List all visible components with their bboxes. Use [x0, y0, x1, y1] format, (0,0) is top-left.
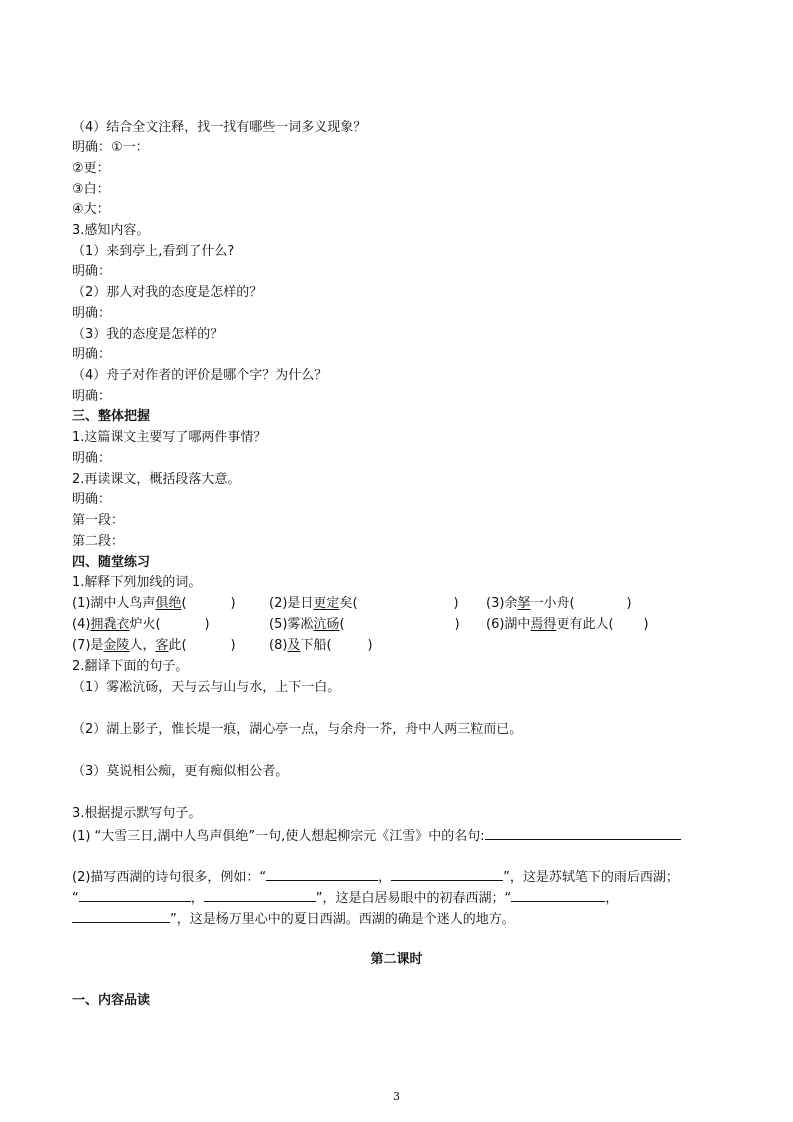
exercise-1-title: 1.解释下列加线的词。 — [72, 575, 202, 590]
vocab-item-5: (5)雾凇沆砀( ) — [269, 617, 460, 632]
heading-overall: 三、整体把握 — [72, 409, 151, 424]
question-polysemy: （4）结合全文注释，找一找有哪些一词多义现象？ — [72, 120, 367, 135]
heading-practice: 四、随堂练习 — [72, 555, 151, 570]
paragraph-1-summary: 第一段： — [72, 513, 125, 528]
question-4: （4）舟子对作者的评价是哪个字？为什么？ — [72, 368, 328, 383]
vocab-item-6: (6)湖中焉得更有此人( ) — [486, 617, 649, 632]
answer-geng: ②更： — [72, 161, 110, 176]
dictation-2-line-1: (2)描写西湖的诗句很多，例如：“ ， ”，这是苏轼笔下的雨后西湖； — [72, 866, 679, 888]
heading-content-reading: 一、内容品读 — [72, 993, 151, 1008]
vocab-item-3: (3)余拏一小舟( ) — [486, 596, 632, 611]
question-2: （2）那人对我的态度是怎样的？ — [72, 285, 263, 300]
answer-blank[interactable] — [204, 887, 316, 902]
lesson-2-title: 第二课时 — [370, 952, 423, 967]
answer-blank[interactable] — [266, 866, 378, 881]
overall-question-1: 1.这篇课文主要写了哪两件事情？ — [72, 430, 267, 445]
answer-1: 明确： — [72, 264, 112, 279]
vocab-item-8: (8)及下船( ) — [269, 638, 373, 653]
answer-blank[interactable] — [72, 908, 170, 923]
dictation-2-line-2: “ ， ”，这是白居易眼中的初春西湖；“ ， — [72, 887, 618, 909]
vocab-item-2: (2)是日更定矣( ) — [269, 596, 459, 611]
dictation-1: (1) “大雪三日,湖中人鸟声俱绝”一句,使人想起柳宗元《江雪》中的名句: — [72, 825, 681, 847]
question-1: （1）来到亭上,看到了什么? — [72, 244, 235, 259]
translate-sentence-2: （2）湖上影子，惟长堤一痕，湖心亭一点，与余舟一芥，舟中人两三粒而已。 — [72, 722, 523, 737]
page-number: 3 — [393, 1090, 400, 1103]
answer-blank[interactable] — [391, 866, 503, 881]
overall-answer-2: 明确： — [72, 492, 112, 507]
vocab-item-1: (1)湖中人鸟声俱绝( ) — [72, 596, 236, 611]
overall-question-2: 2.再读课文，概括段落大意。 — [72, 472, 241, 487]
vocab-item-4: (4)拥毳衣炉火( ) — [72, 617, 210, 632]
paragraph-2-summary: 第二段： — [72, 534, 125, 549]
section-perceive-content: 3.感知内容。 — [72, 223, 150, 238]
translate-sentence-3: （3）莫说相公痴，更有痴似相公者。 — [72, 764, 289, 779]
vocab-item-7: (7)是金陵人，客此( ) — [72, 638, 236, 653]
answer-blank[interactable] — [79, 887, 191, 902]
answer-blank[interactable] — [485, 825, 681, 840]
answer-4: 明确： — [72, 389, 112, 404]
answer-2: 明确： — [72, 306, 112, 321]
answer-blank[interactable] — [511, 887, 605, 902]
question-3: （3）我的态度是怎样的？ — [72, 327, 224, 342]
answer-yi: 明确：①一： — [72, 140, 149, 155]
answer-3: 明确： — [72, 347, 112, 362]
translate-sentence-1: （1）雾凇沆砀，天与云与山与水，上下一白。 — [72, 680, 341, 695]
exercise-3-title: 3.根据提示默写句子。 — [72, 806, 202, 821]
overall-answer-1: 明确： — [72, 451, 112, 466]
answer-da: ④大： — [72, 202, 110, 217]
answer-bai: ③白： — [72, 182, 110, 197]
exercise-2-title: 2.翻译下面的句子。 — [72, 659, 189, 674]
dictation-2-line-3: ”，这是杨万里心中的夏日西湖。西湖的确是个迷人的地方。 — [72, 908, 515, 930]
